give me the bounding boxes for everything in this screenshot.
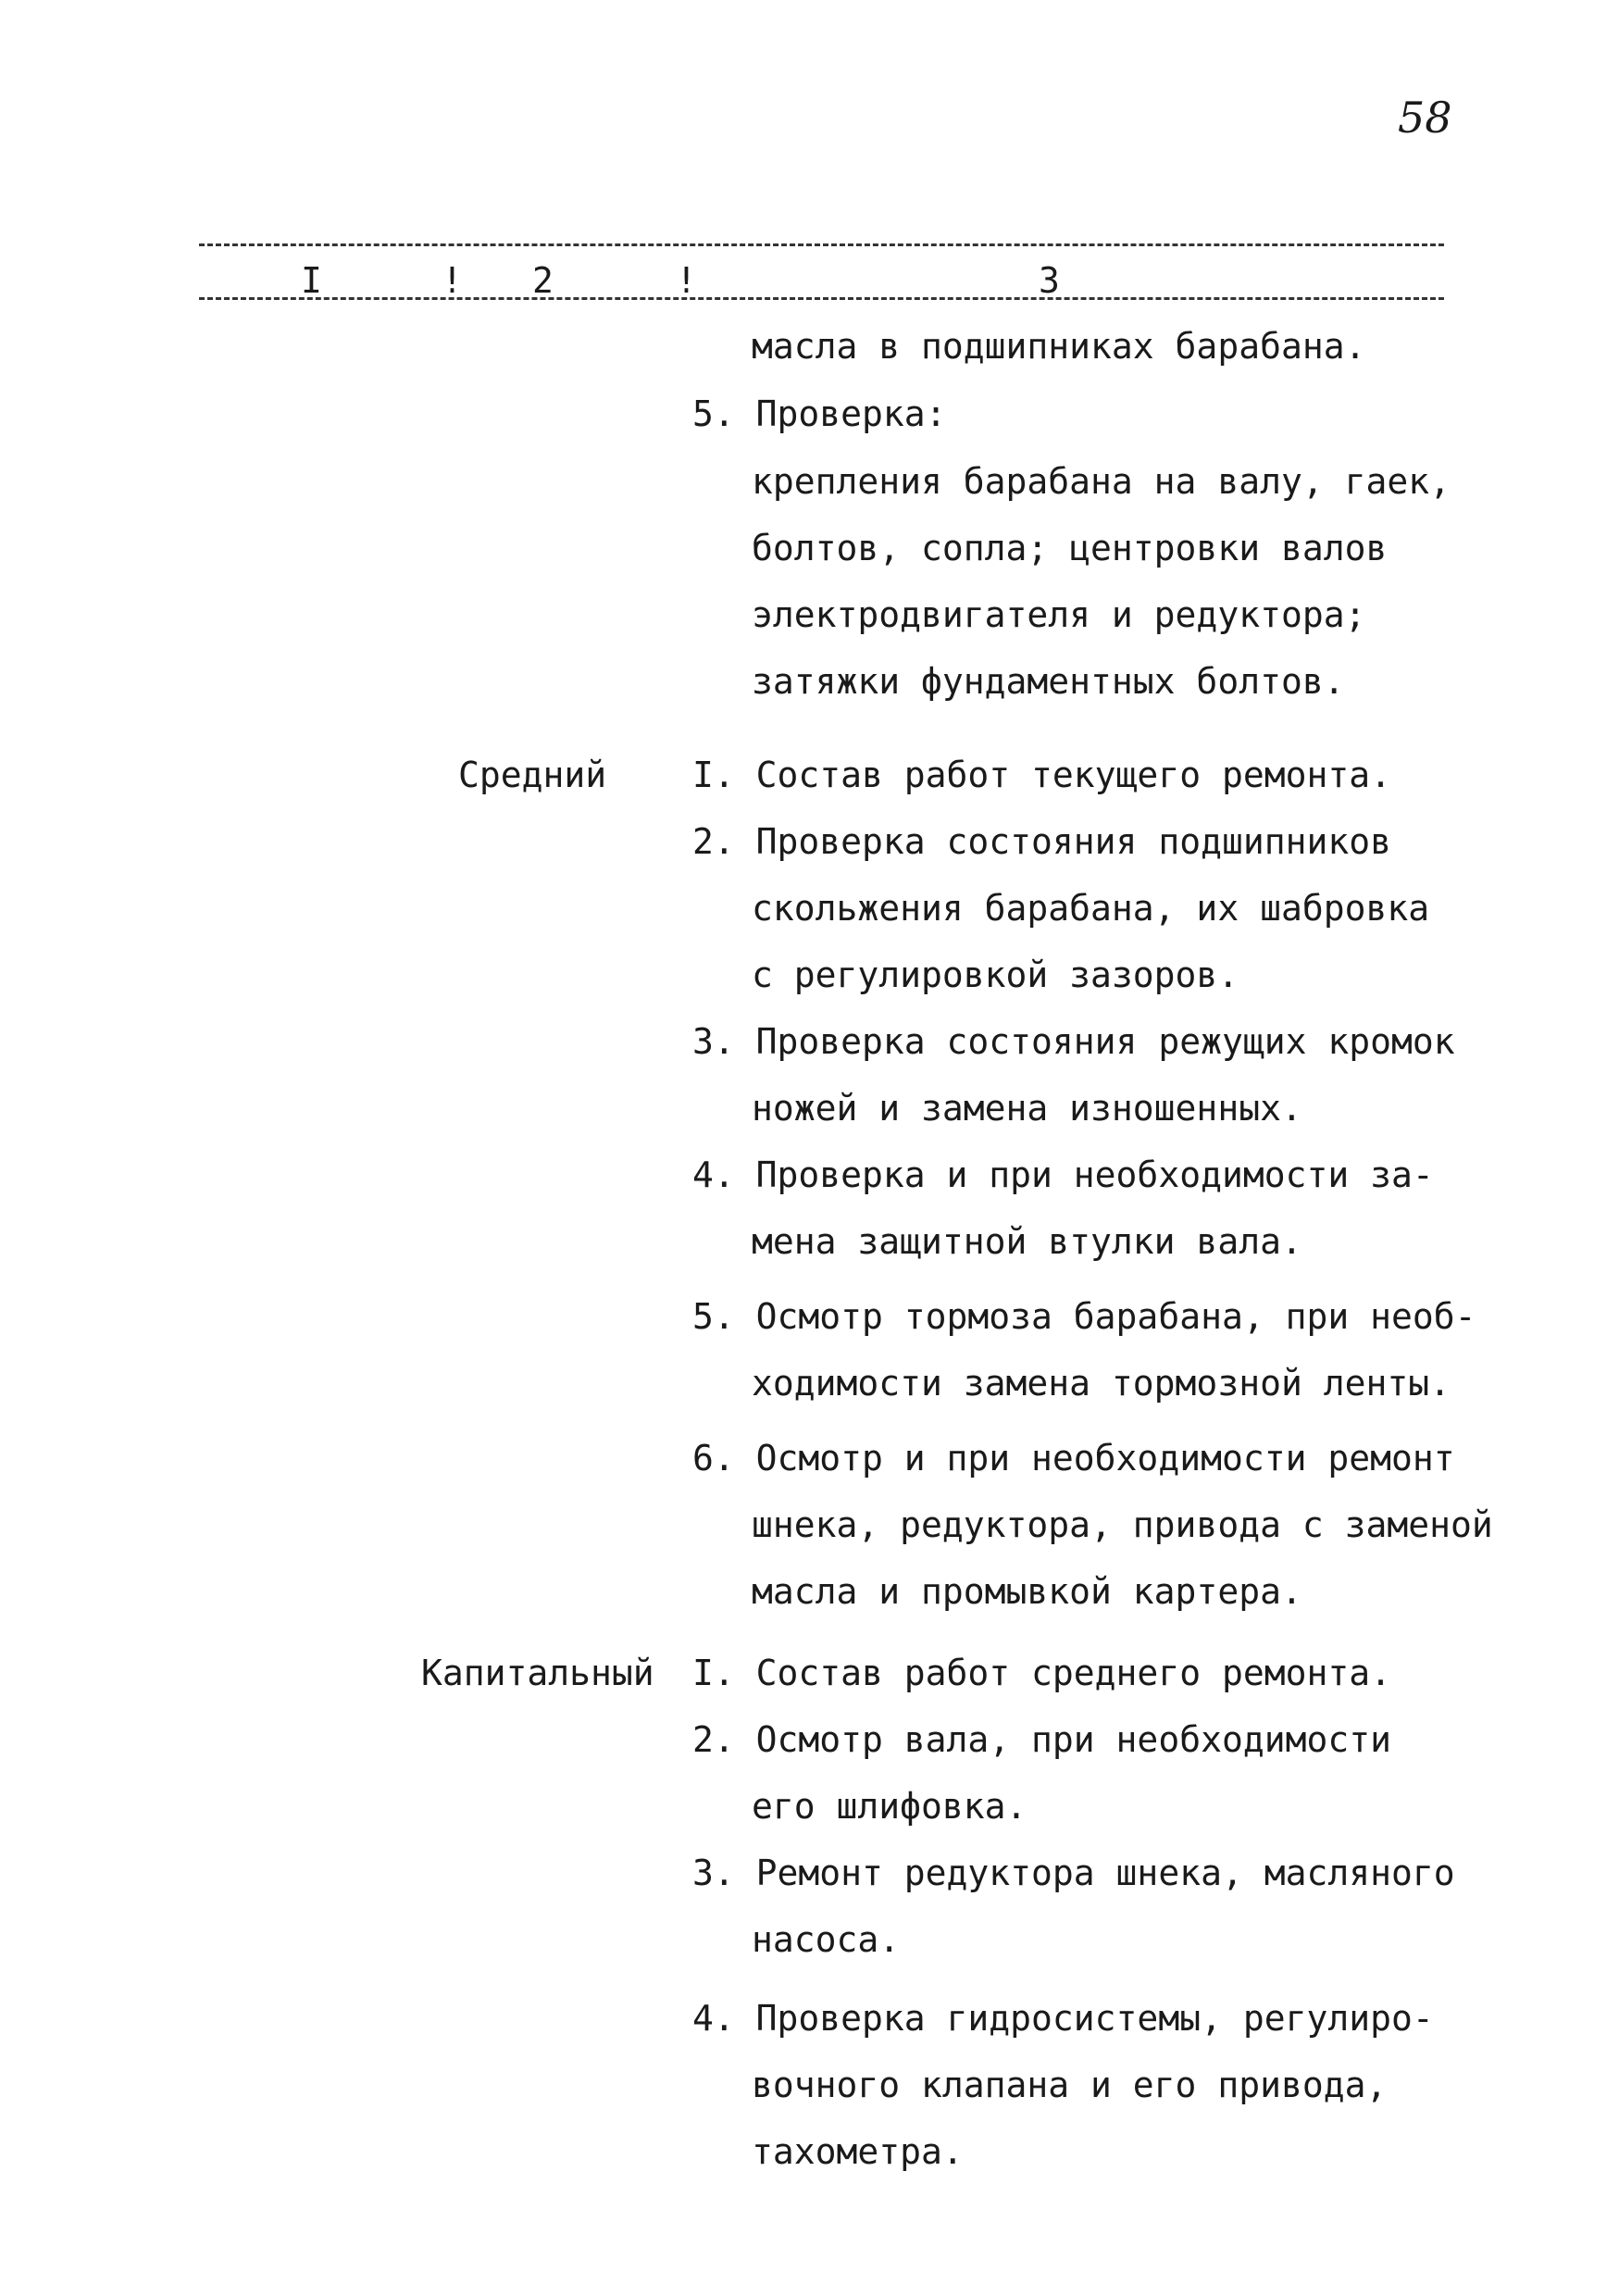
text-line: I. Состав работ текущего ремонта. xyxy=(692,755,1391,795)
text-line: 5. Осмотр тормоза барабана, при необ- xyxy=(692,1296,1476,1337)
header-col-2: 2 xyxy=(532,260,554,301)
text-line: масла в подшипниках барабана. xyxy=(752,326,1366,367)
repair-type-label: Капитальный xyxy=(421,1653,654,1693)
header-col-1: I xyxy=(301,260,322,301)
text-line: масла и промывкой картера. xyxy=(752,1571,1302,1612)
header-separator-1: ! xyxy=(442,260,463,301)
text-line: мена защитной втулки вала. xyxy=(752,1221,1302,1262)
text-line: шнека, редуктора, привода с заменой xyxy=(752,1504,1493,1545)
text-line: тахометра. xyxy=(752,2131,964,2172)
header-col-3: 3 xyxy=(1039,260,1060,301)
text-line: вочного клапана и его привода, xyxy=(752,2065,1388,2105)
text-line: 2. Осмотр вала, при необходимости xyxy=(692,1719,1391,1760)
text-line: его шлифовка. xyxy=(752,1786,1027,1827)
text-line: 2. Проверка состояния подшипников xyxy=(692,821,1391,862)
page-number: 58 xyxy=(1398,93,1452,143)
text-line: электродвигателя и редуктора; xyxy=(752,594,1366,635)
text-line: 3. Проверка состояния режущих кромок xyxy=(692,1021,1455,1062)
text-line: 5. Проверка: xyxy=(692,393,947,434)
repair-type-label: Средний xyxy=(458,755,607,795)
header-rule-bottom xyxy=(199,297,1444,300)
text-line: ножей и замена изношенных. xyxy=(752,1088,1302,1129)
text-line: с регулировкой зазоров. xyxy=(752,955,1239,995)
header-separator-2: ! xyxy=(676,260,697,301)
text-line: ходимости замена тормозной ленты. xyxy=(752,1363,1451,1404)
text-line: болтов, сопла; центровки валов xyxy=(752,528,1388,568)
text-line: 6. Осмотр и при необходимости ремонт xyxy=(692,1438,1455,1479)
table-header xyxy=(199,236,1444,310)
text-line: 4. Проверка и при необходимости за- xyxy=(692,1154,1434,1195)
text-line: 3. Ремонт редуктора шнека, масляного xyxy=(692,1853,1455,1893)
text-line: скольжения барабана, их шабровка xyxy=(752,888,1430,929)
text-line: насоса. xyxy=(752,1919,901,1960)
text-line: 4. Проверка гидросистемы, регулиро- xyxy=(692,1998,1434,2039)
header-rule-top xyxy=(199,243,1444,246)
text-line: крепления барабана на валу, гаек, xyxy=(752,461,1451,502)
text-line: I. Состав работ среднего ремонта. xyxy=(692,1653,1391,1693)
text-line: затяжки фундаментных болтов. xyxy=(752,661,1345,702)
